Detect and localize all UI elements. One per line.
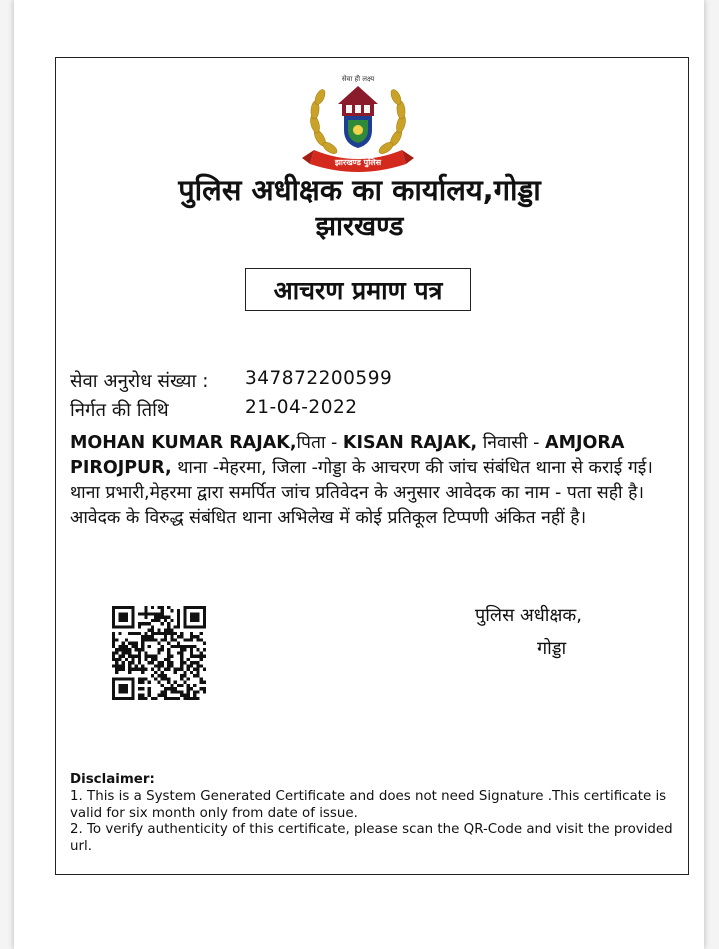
disclaimer-point-2: 2. To verify authenticity of this certificate, please scan the QR-Code and visit the provided url. bbox=[70, 822, 673, 855]
qr-code-icon bbox=[112, 606, 206, 700]
resident-label: निवासी - bbox=[477, 433, 546, 453]
issue-date-label: निर्गत की तिथि bbox=[70, 400, 169, 421]
applicant-name: MOHAN KUMAR RAJAK, bbox=[70, 433, 297, 453]
disclaimer-point-1: 1. This is a System Generated Certificate and does not need Signature .This certificate is valid for six month only from date of issue. bbox=[70, 788, 667, 821]
jharkhand-police-emblem bbox=[298, 68, 418, 178]
emblem-motto: सेवा ही लक्ष्य bbox=[341, 75, 375, 83]
qr-code[interactable] bbox=[112, 606, 206, 700]
state-title: झारखण्ड bbox=[315, 211, 404, 242]
emblem-ribbon-text: झारखण्ड पुलिस bbox=[334, 158, 382, 167]
certificate-title: आचरण प्रमाण पत्र bbox=[273, 275, 443, 305]
father-name: KISAN RAJAK, bbox=[342, 433, 478, 453]
signatory-place: गोड्डा bbox=[537, 638, 567, 659]
disclaimer-heading: Disclaimer: bbox=[70, 772, 155, 787]
applicant-address: AMJORA PIROJPUR, bbox=[70, 433, 625, 478]
service-request-value: 347872200599 bbox=[245, 368, 393, 389]
issue-date-row bbox=[70, 397, 358, 422]
disclaimer-section bbox=[70, 772, 680, 856]
office-title: पुलिस अधीक्षक का कार्यालय,गोड्डा bbox=[178, 173, 541, 207]
certificate-body bbox=[70, 431, 680, 531]
service-request-row bbox=[70, 368, 393, 393]
body-statement: थाना -मेहरमा, जिला -गोड्डा के आचरण की जांच संबंधित थाना से कराई गई। थाना प्रभारी,मेहरमा द्वारा समर्पित जांच प्रतिवेदन के अनुसार आवेदक का नाम - पता सही है। आवेदक के विरुद्ध संबंधित थाना अभिलेख में कोई प्रतिकूल टिप्पणी अंकित नहीं है। bbox=[70, 458, 653, 528]
issue-date-value: 21-04-2022 bbox=[245, 397, 358, 418]
emblem-icon bbox=[298, 68, 418, 178]
certificate-title-box bbox=[245, 268, 471, 311]
signatory-designation: पुलिस अधीक्षक, bbox=[475, 605, 582, 626]
service-request-label: सेवा अनुरोध संख्या : bbox=[70, 371, 209, 392]
father-label: पिता - bbox=[296, 433, 343, 453]
